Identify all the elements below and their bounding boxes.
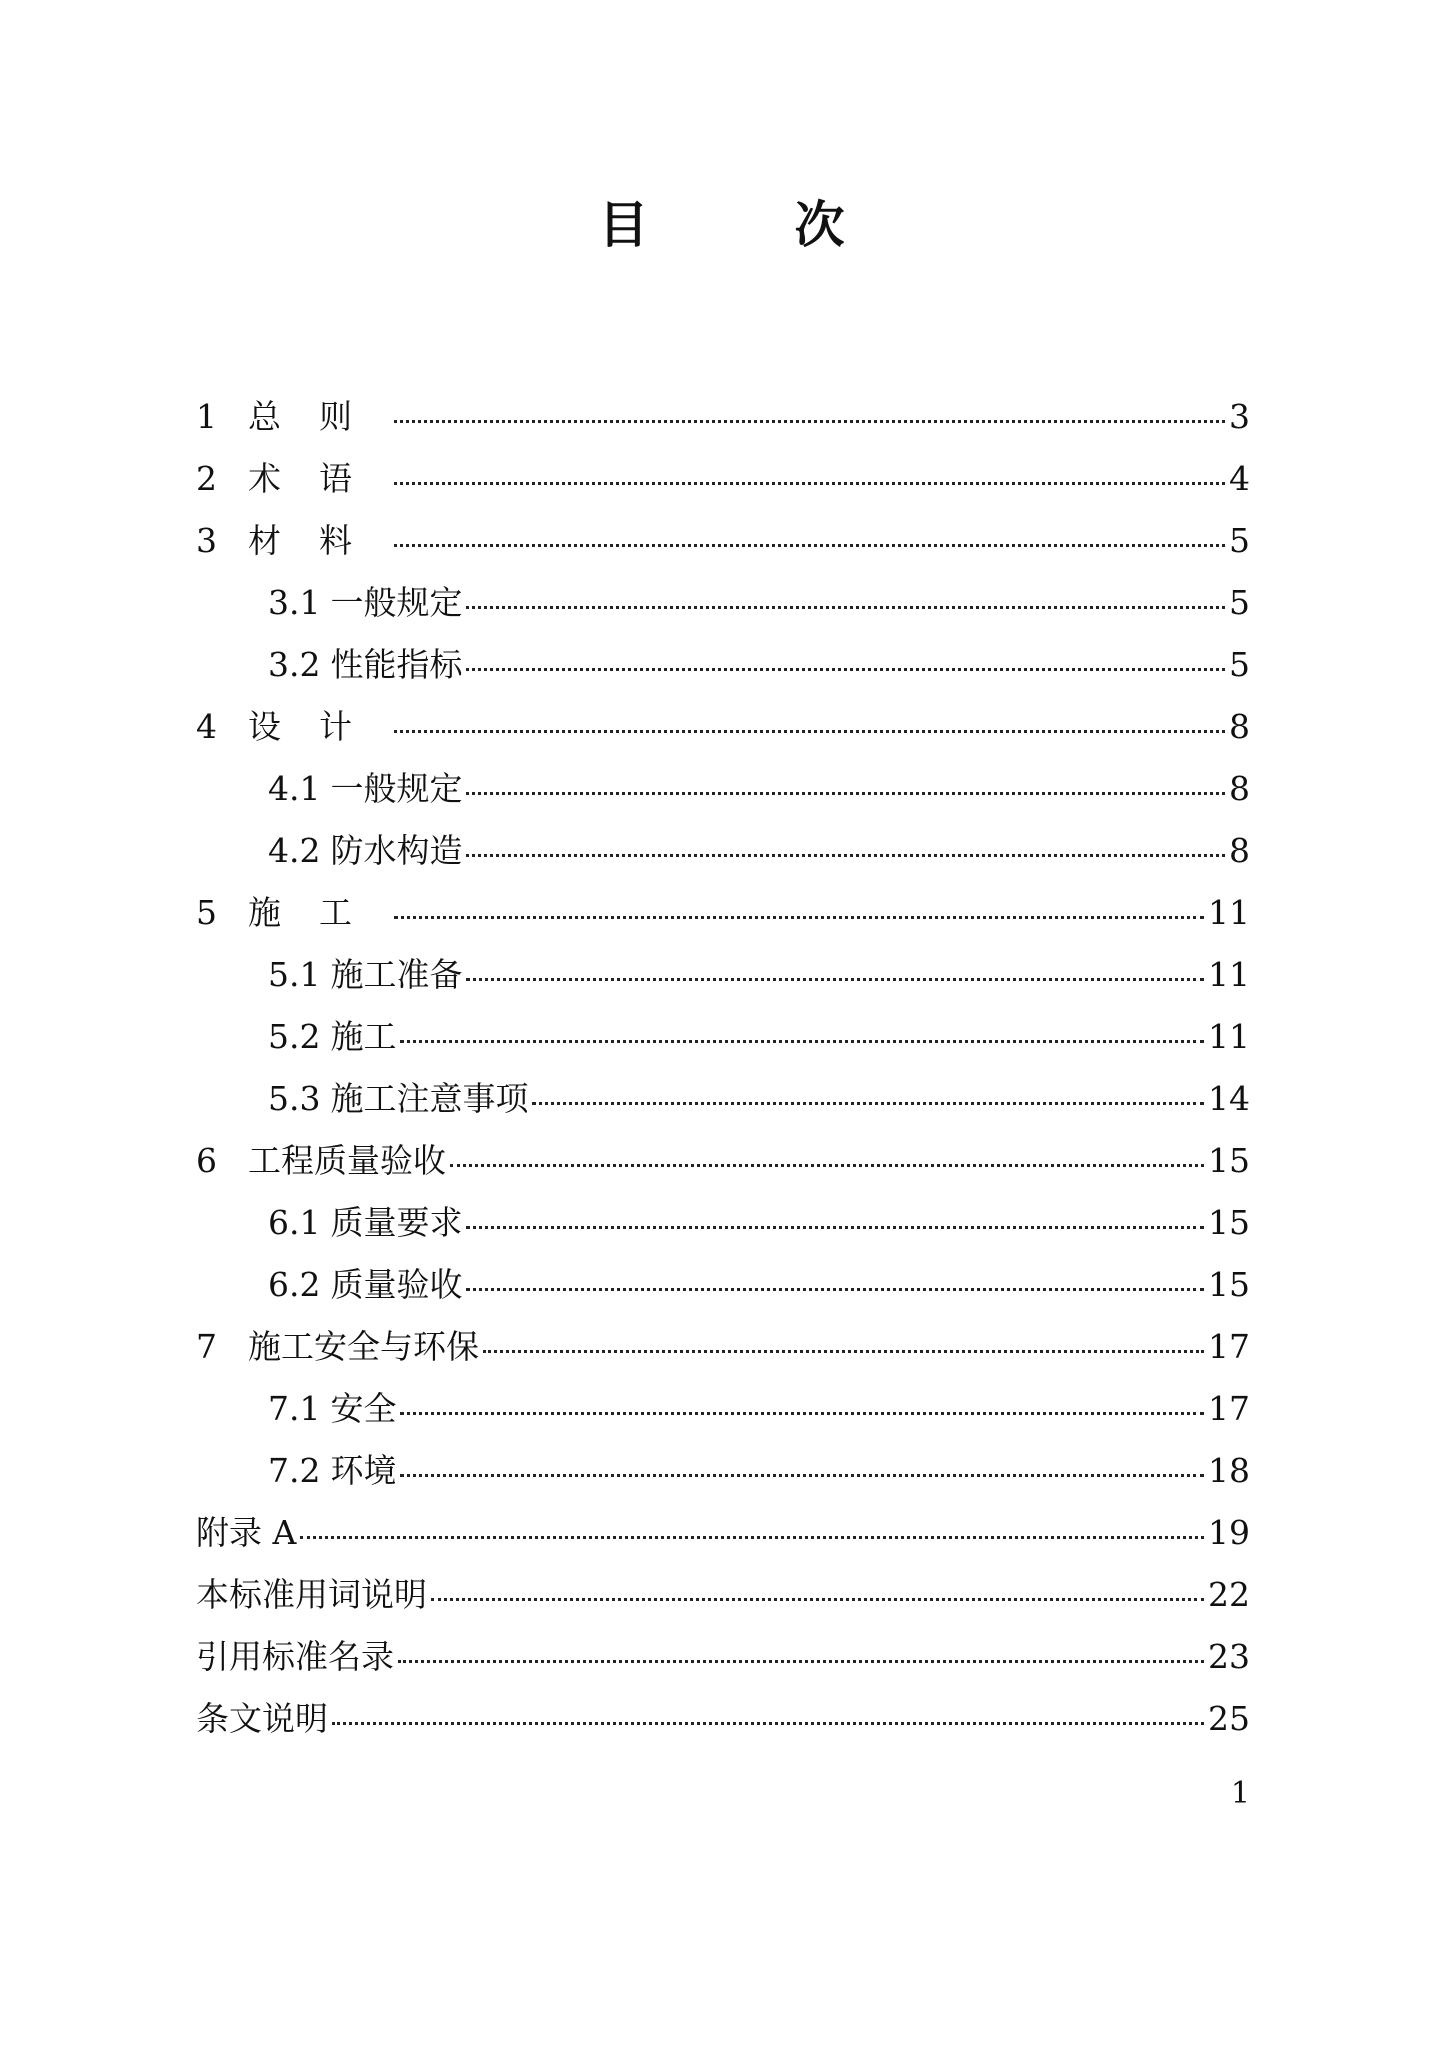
dot-leader [300, 1536, 1204, 1539]
toc-entry-chapter-7[interactable] [196, 1316, 1250, 1378]
toc-entry-label: 术语 [248, 459, 390, 498]
toc-entry-section-3-2[interactable] [196, 634, 1250, 696]
dot-leader [394, 730, 1225, 733]
toc-entry-number: 3.2 [268, 645, 321, 684]
toc-entry-number: 5.2 [268, 1017, 321, 1056]
dot-leader [394, 482, 1225, 485]
toc-entry-section-4-1[interactable] [196, 758, 1250, 820]
dot-leader [332, 1722, 1204, 1725]
toc-entry-page: 5 [1229, 583, 1250, 622]
dot-leader [394, 916, 1204, 919]
toc-entry-referenced-standards[interactable] [196, 1626, 1250, 1688]
toc-entry-page: 15 [1208, 1265, 1250, 1304]
dot-leader [450, 1164, 1204, 1167]
toc-entry-number: 6.1 [268, 1203, 321, 1242]
dot-leader [532, 1102, 1204, 1105]
toc-entry-page: 5 [1229, 645, 1250, 684]
page-number: 1 [1230, 1776, 1250, 1811]
toc-entry-page: 18 [1208, 1451, 1250, 1490]
toc-entry-page: 17 [1208, 1389, 1250, 1428]
dot-leader [431, 1598, 1204, 1601]
toc-entry-section-7-1[interactable] [196, 1378, 1250, 1440]
toc-entry-label: 引用标准名录 [196, 1637, 394, 1676]
toc-entry-number: 7 [196, 1327, 217, 1366]
toc-entry-number: 5.1 [268, 955, 321, 994]
toc-entry-label: 条文说明 [196, 1699, 328, 1738]
dot-leader [466, 792, 1225, 795]
toc-entry-label: 附录 A [196, 1513, 297, 1552]
toc-entry-label: 防水构造 [330, 831, 463, 870]
toc-entry-number: 4.1 [268, 769, 321, 808]
toc-entry-number: 1 [196, 397, 217, 436]
toc-entry-page: 8 [1229, 831, 1250, 870]
toc-entry-number: 3 [196, 521, 217, 560]
toc-entry-page: 8 [1229, 707, 1250, 746]
toc-entry-label: 总则 [248, 397, 390, 436]
toc-entry-page: 5 [1229, 521, 1250, 560]
toc-entry-number: 5.3 [268, 1079, 321, 1118]
toc-entry-label: 一般规定 [330, 769, 463, 808]
toc-list [196, 386, 1250, 1750]
dot-leader [466, 1226, 1204, 1229]
dot-leader [400, 1474, 1204, 1477]
toc-entry-label: 工程质量验收 [248, 1141, 446, 1180]
toc-entry-section-7-2[interactable] [196, 1440, 1250, 1502]
dot-leader [466, 668, 1225, 671]
toc-entry-chapter-1[interactable] [196, 386, 1250, 448]
dot-leader [483, 1350, 1204, 1353]
toc-entry-page: 4 [1229, 459, 1250, 498]
toc-entry-page: 15 [1208, 1141, 1250, 1180]
toc-entry-label: 安全 [330, 1389, 397, 1428]
toc-entry-page: 11 [1208, 893, 1250, 932]
toc-entry-chapter-3[interactable] [196, 510, 1250, 572]
toc-entry-label: 施工注意事项 [330, 1079, 529, 1118]
toc-entry-page: 22 [1208, 1575, 1250, 1614]
toc-entry-label: 本标准用词说明 [196, 1575, 427, 1614]
toc-entry-chapter-4[interactable] [196, 696, 1250, 758]
toc-entry-number: 7.2 [268, 1451, 321, 1490]
toc-entry-label: 质量验收 [330, 1265, 463, 1304]
toc-entry-label: 环境 [330, 1451, 397, 1490]
toc-entry-number: 3.1 [268, 583, 321, 622]
toc-entry-section-6-2[interactable] [196, 1254, 1250, 1316]
toc-entry-page: 19 [1208, 1513, 1250, 1552]
toc-entry-label: 施工 [330, 1017, 397, 1056]
toc-entry-label: 材料 [248, 521, 390, 560]
dot-leader [394, 544, 1225, 547]
toc-entry-section-5-3[interactable] [196, 1068, 1250, 1130]
dot-leader [398, 1660, 1204, 1663]
toc-entry-label: 设计 [248, 707, 390, 746]
toc-entry-label: 施工准备 [330, 955, 463, 994]
toc-entry-label: 性能指标 [330, 645, 463, 684]
toc-entry-page: 25 [1208, 1699, 1250, 1738]
toc-entry-chapter-2[interactable] [196, 448, 1250, 510]
dot-leader [400, 1412, 1204, 1415]
toc-entry-number: 5 [196, 893, 217, 932]
dot-leader [466, 978, 1204, 981]
toc-entry-label: 质量要求 [330, 1203, 463, 1242]
toc-entry-appendix-a[interactable] [196, 1502, 1250, 1564]
toc-entry-page: 15 [1208, 1203, 1250, 1242]
toc-entry-section-5-1[interactable] [196, 944, 1250, 1006]
toc-entry-number: 4 [196, 707, 217, 746]
toc-entry-page: 8 [1229, 769, 1250, 808]
toc-entry-section-4-2[interactable] [196, 820, 1250, 882]
toc-entry-page: 11 [1208, 1017, 1250, 1056]
toc-entry-chapter-6[interactable] [196, 1130, 1250, 1192]
toc-entry-number: 2 [196, 459, 217, 498]
toc-entry-number: 6 [196, 1141, 217, 1180]
toc-entry-page: 17 [1208, 1327, 1250, 1366]
toc-entry-wording-explanation[interactable] [196, 1564, 1250, 1626]
toc-title: 目 次 [598, 195, 893, 254]
toc-entry-clause-explanation[interactable] [196, 1688, 1250, 1750]
toc-entry-chapter-5[interactable] [196, 882, 1250, 944]
dot-leader [466, 1288, 1204, 1291]
toc-entry-label: 一般规定 [330, 583, 463, 622]
toc-entry-section-3-1[interactable] [196, 572, 1250, 634]
dot-leader [400, 1040, 1204, 1043]
toc-entry-number: 7.1 [268, 1389, 321, 1428]
toc-entry-section-6-1[interactable] [196, 1192, 1250, 1254]
toc-entry-page: 11 [1208, 955, 1250, 994]
dot-leader [394, 420, 1225, 423]
toc-entry-number: 6.2 [268, 1265, 321, 1304]
toc-entry-number: 4.2 [268, 831, 321, 870]
dot-leader [466, 854, 1225, 857]
toc-entry-page: 14 [1208, 1079, 1250, 1118]
toc-entry-label: 施工 [248, 893, 390, 932]
toc-entry-label: 施工安全与环保 [248, 1327, 479, 1366]
dot-leader [466, 606, 1225, 609]
toc-entry-section-5-2[interactable] [196, 1006, 1250, 1068]
toc-entry-page: 23 [1208, 1637, 1250, 1676]
toc-entry-page: 3 [1229, 397, 1250, 436]
